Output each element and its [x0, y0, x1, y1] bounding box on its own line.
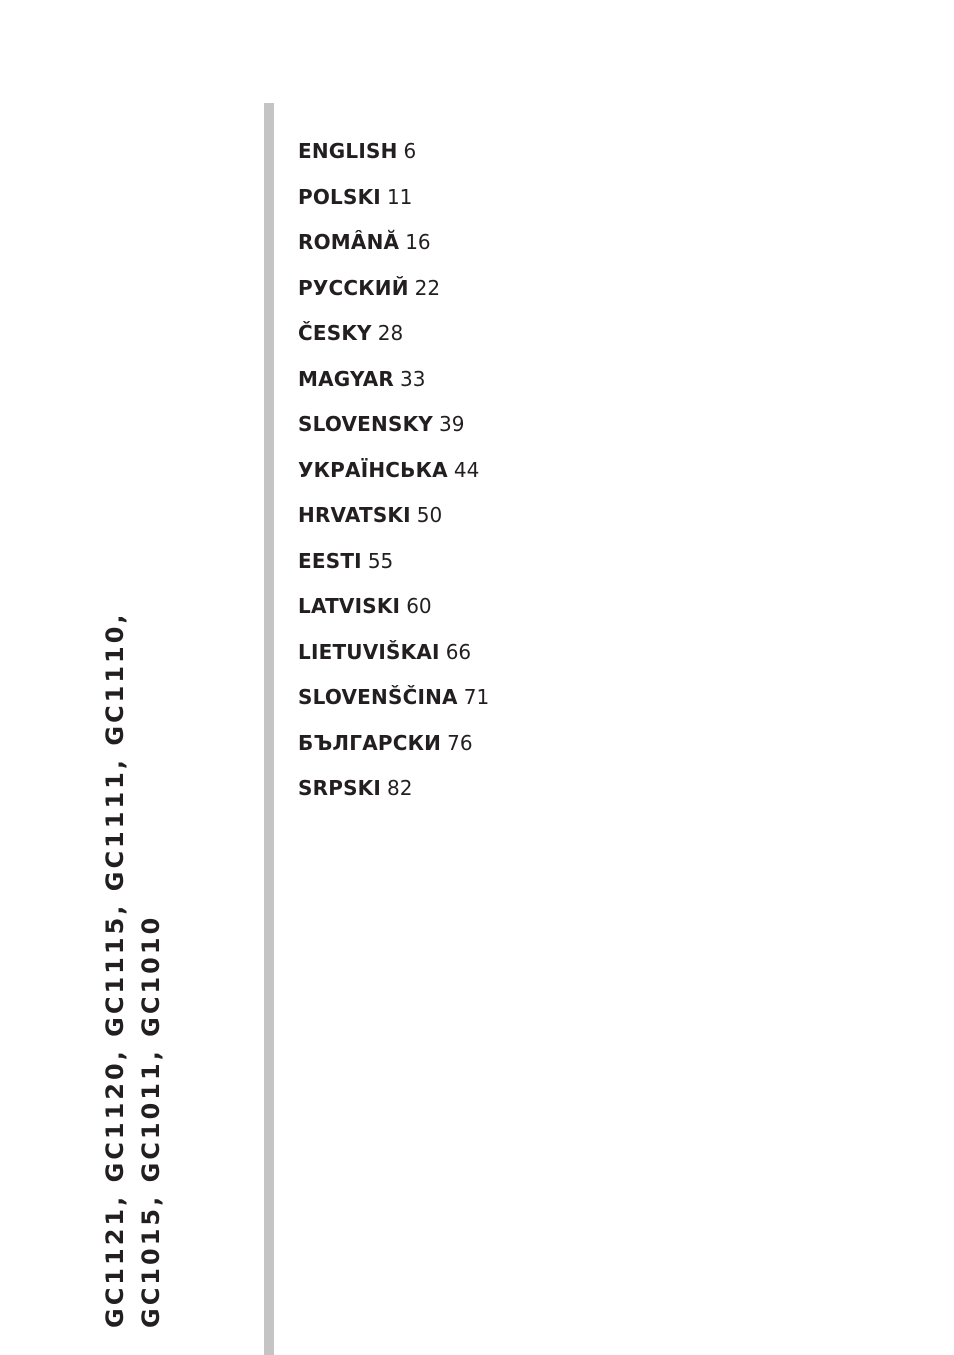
toc-entry-russkiy[interactable] — [298, 274, 489, 320]
toc-page-number: 71 — [463, 685, 490, 709]
toc-page-number: 44 — [453, 457, 480, 482]
toc-page-number: 39 — [438, 412, 465, 436]
toc-entry-romana[interactable] — [298, 228, 489, 274]
toc-language: HRVATSKI — [298, 503, 411, 527]
toc-language: ENGLISH — [298, 139, 398, 163]
toc-page-number: 16 — [405, 230, 431, 254]
toc-entry-eesti[interactable] — [298, 547, 489, 593]
toc-entry-srpski[interactable] — [298, 774, 489, 820]
toc-page-number: 50 — [416, 503, 443, 527]
toc-language: LIETUVIŠKAI — [298, 639, 440, 664]
toc-language: РУССКИЙ — [298, 275, 409, 300]
toc-language: POLSKI — [298, 184, 381, 209]
toc-language: ROMÂNĂ — [298, 230, 400, 254]
toc-page-number: 76 — [447, 730, 473, 755]
toc-page-number: 22 — [414, 275, 441, 300]
model-numbers-line-2: GC1015, GC1011, GC1010 — [137, 914, 165, 1328]
toc-page-number: 60 — [406, 594, 432, 618]
toc-page-number: 11 — [386, 184, 413, 209]
vertical-divider-bar — [264, 103, 274, 1355]
toc-entry-hrvatski[interactable] — [298, 501, 489, 547]
toc-entry-lietuviskai[interactable] — [298, 638, 489, 684]
toc-language: УКРАЇНСЬКА — [298, 457, 448, 482]
model-numbers-vertical — [97, 611, 169, 1328]
toc-page-number: 28 — [377, 321, 404, 345]
toc-language: SLOVENSKY — [298, 412, 433, 436]
toc-page-number: 33 — [400, 366, 426, 391]
toc-entry-magyar[interactable] — [298, 365, 489, 411]
toc-entry-balgarski[interactable] — [298, 729, 489, 775]
toc-language: ČESKY — [298, 321, 372, 345]
model-numbers-line-1: GC1121, GC1120, GC1115, GC1111, GC1110, — [101, 611, 129, 1328]
toc-language: MAGYAR — [298, 366, 395, 391]
toc-page-number: 6 — [403, 139, 417, 163]
toc-language: LATVISKI — [298, 594, 401, 618]
toc-entry-slovenscina[interactable] — [298, 683, 489, 729]
language-table-of-contents — [298, 137, 489, 820]
toc-entry-polski[interactable] — [298, 183, 489, 229]
toc-page-number: 55 — [367, 548, 394, 573]
toc-entry-slovensky[interactable] — [298, 410, 489, 456]
toc-language: SRPSKI — [298, 776, 382, 800]
toc-entry-ukrainska[interactable] — [298, 456, 489, 502]
toc-page-number: 82 — [387, 776, 413, 800]
toc-language: EESTI — [298, 548, 362, 573]
toc-entry-english[interactable] — [298, 137, 489, 183]
toc-language: БЪЛГАРСКИ — [298, 730, 442, 755]
toc-entry-cesky[interactable] — [298, 319, 489, 365]
toc-entry-latviski[interactable] — [298, 592, 489, 638]
toc-page-number: 66 — [445, 639, 472, 664]
toc-language: SLOVENŠČINA — [298, 685, 458, 709]
